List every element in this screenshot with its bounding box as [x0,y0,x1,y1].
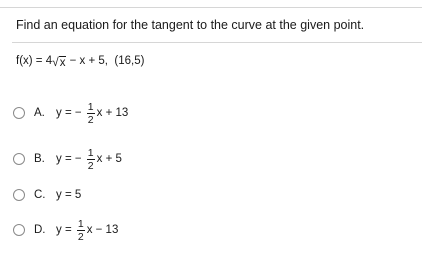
option-letter: B. [34,153,45,165]
equation-rest: x + 5 [96,153,122,165]
fraction [87,102,95,125]
fraction-denominator: 2 [87,159,94,172]
function-statement [16,55,144,69]
option-equation [56,189,81,201]
section-divider [12,42,422,43]
equation-lhs: y = 5 [56,189,82,201]
question-text: Find an equation for the tangent to the curve at the given point. [16,18,365,32]
fraction-numerator: 1 [87,146,94,159]
radicand: x [59,57,66,69]
option-equation [56,102,128,125]
option-d[interactable] [13,215,118,245]
top-divider [0,7,422,8]
function-prefix: f(x) = 4 [16,55,53,67]
radio-button-a[interactable] [13,107,25,119]
equation-lhs: y = [56,224,75,236]
fraction [87,148,95,171]
fraction-numerator: 1 [87,100,94,113]
option-equation [56,219,118,242]
option-letter: A. [34,107,45,119]
fraction-numerator: 1 [77,217,84,230]
equation-rest: x − 13 [86,224,119,236]
fraction-denominator: 2 [87,113,94,126]
radio-button-b[interactable] [13,153,25,165]
radio-button-d[interactable] [13,224,25,236]
function-suffix: − x + 5, (16,5) [66,55,145,67]
option-equation [56,148,122,171]
fraction [77,219,85,242]
equation-lhs: y = − [56,107,85,119]
square-root-symbol: √ [52,55,59,69]
equation-lhs: y = − [56,153,85,165]
option-c[interactable] [13,180,81,210]
option-b[interactable] [13,144,122,174]
fraction-denominator: 2 [77,230,84,243]
option-letter: D. [34,224,46,236]
radio-button-c[interactable] [13,189,25,201]
option-letter: C. [34,189,46,201]
option-a[interactable] [13,98,128,128]
equation-rest: x + 13 [96,107,129,119]
